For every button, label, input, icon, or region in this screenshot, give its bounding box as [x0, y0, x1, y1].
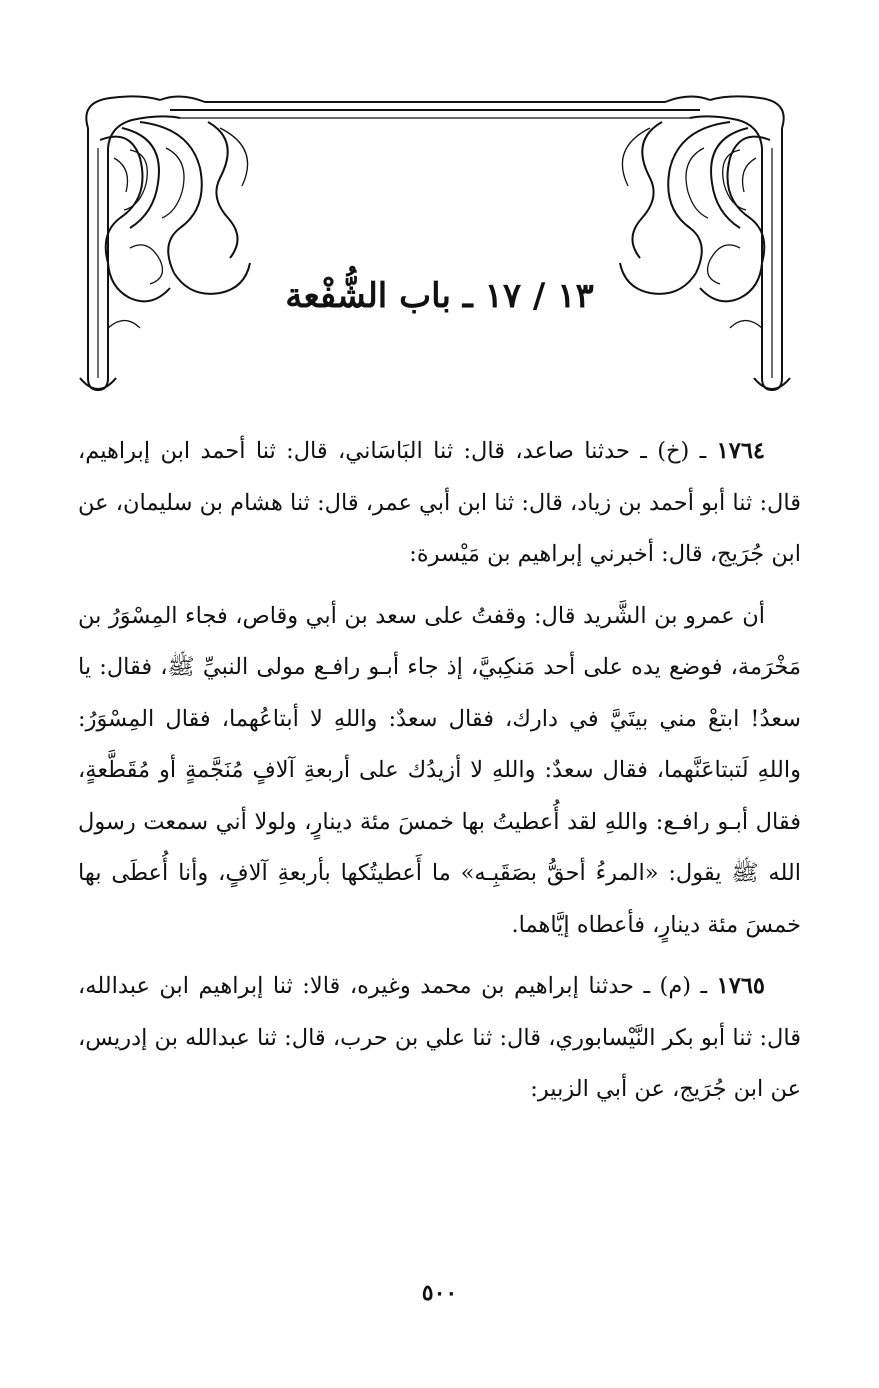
- hadith-matn: [78, 591, 801, 952]
- hadith-matn-text: أن عمرو بن الشَّريد قال: وقفتُ على سعد بن أبي وقاص، فجاء المِسْوَرُ بن مَخْرَمة، فوضع يده على أحد مَنكِبيَّ، إذ جاء أبـو رافـع مولى النبيِّ ﷺ، فقال: يا سعدُ! ابتعْ مني بيتَيَّ في دارك، فقال سعدٌ: واللهِ لا أبتاعُهما، فقال المِسْوَرُ: واللهِ لَتبتاعَنَّهما، فقال سعدٌ: واللهِ لا أزيدُك على أربعةِ آلافٍ مُنَجَّمةٍ أو مُقَطَّعةٍ، فقال أبـو رافـع: واللهِ لقد أُعطيتُ بها خمسَ مئة دينارٍ، ولولا أني سمعت رسول الله ﷺ يقول: «المرءُ أحقُّ بصَقَبِـه» ما أَعطيتُكها بأربعةِ آلافٍ، وأنا أُعطَى بها خمسَ مئة دينارٍ، فأعطاه إيَّاهما.: [78, 602, 801, 938]
- hadith-number: ١٧٦٤: [716, 438, 765, 464]
- arabesque-frame-icon: [70, 88, 800, 398]
- hadith-chain: ـ (م) ـ حدثنا إبراهيم بن محمد وغيره، قالا: ثنا إبراهيم ابن عبدالله، قال: ثنا أبو بكر النَّيْسابوري، قال: ثنا علي بن حرب، قال: ثنا عبدالله بن إدريس، عن ابن جُرَيج، عن أبي الزبير:: [78, 973, 801, 1102]
- chapter-title: ١٣ / ١٧ ـ باب الشُّفْعة: [285, 276, 594, 316]
- hadith-text: [78, 426, 801, 1126]
- hadith-number: ١٧٦٥: [716, 973, 765, 999]
- hadith-chain: ـ (خ) ـ حدثنا صاعد، قال: ثنا البَاسَاني، قال: ثنا أحمد ابن إبراهيم، قال: ثنا أبو أحمد بن زياد، قال: ثنا ابن أبي عمر، قال: ثنا هشام بن سليمان، عن ابن جُرَيج، قال: أخبرني إبراهيم بن مَيْسرة:: [78, 438, 801, 567]
- page-number: ٥٠٠: [421, 1280, 458, 1306]
- ornamental-title-frame: [70, 88, 800, 398]
- hadith-paragraph: [78, 961, 801, 1116]
- hadith-paragraph: [78, 426, 801, 581]
